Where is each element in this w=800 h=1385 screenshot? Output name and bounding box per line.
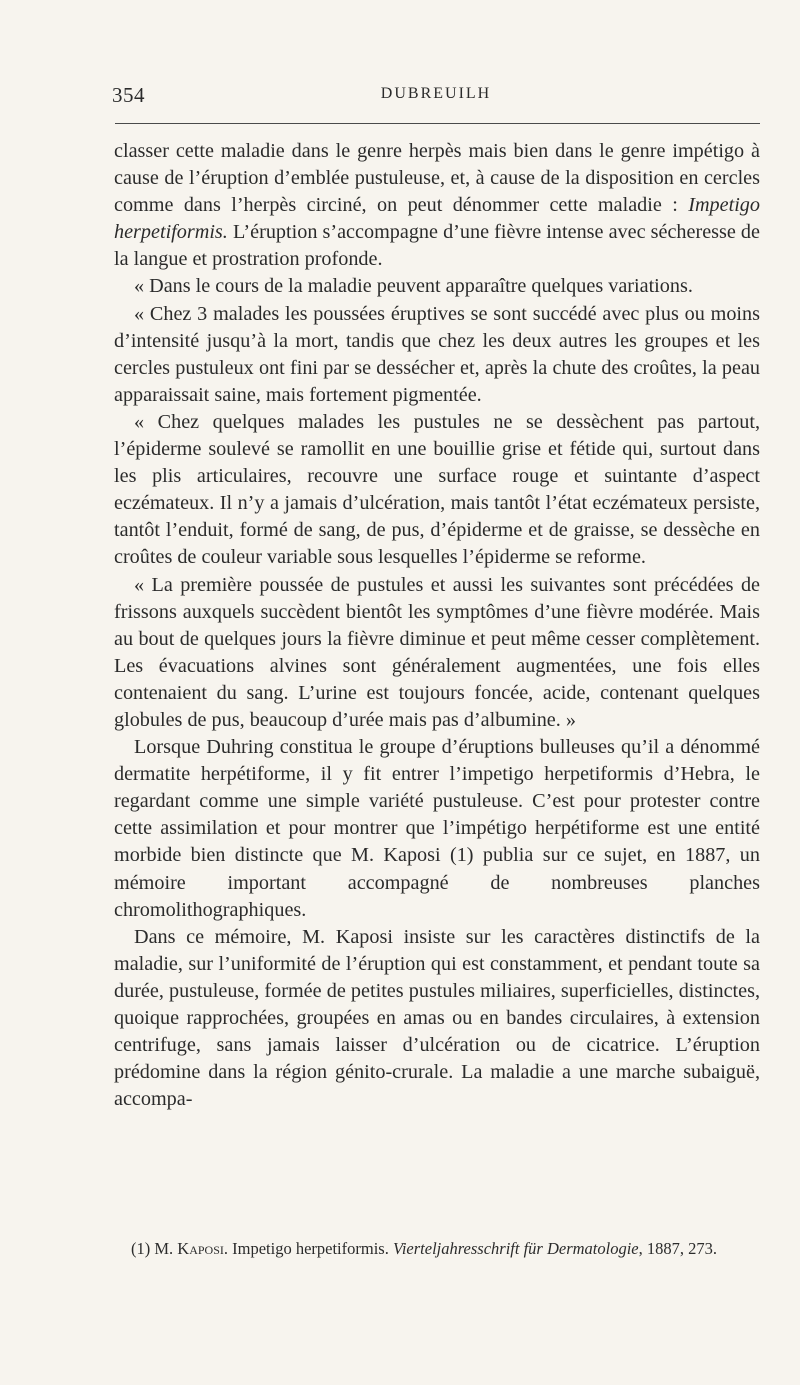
paragraph: « La première poussée de pustules et aussi les suivantes sont précédées de frissons auxquels succèdent bientôt les symptômes d’une fièvre modérée. Mais au bout de quelques jours la fièvre diminue et peut même cesser complètement. Les évacuations alvines sont généralement augmentées, une fois elles contenaient du sang. L’urine est toujours foncée, acide, contenant quelques globules de pus, beaucoup d’urée mais pas d’albumine. »	[114, 573, 760, 731]
footnote-journal: Vierteljahresschrift für Dermatologie	[392, 1239, 639, 1258]
footnote-author: Kaposi	[177, 1239, 224, 1258]
paragraph-text: L’éruption s’accompagne d’une fièvre intense avec sécheresse de la langue et prostration profonde.	[114, 221, 760, 271]
footnote-title: . Impetigo herpetiformis.	[223, 1239, 393, 1258]
paragraph: Lorsque Duhring constitua le groupe d’éruptions bulleuses qu’il a dénommé dermatite herpétiforme, il y fit entrer l’impetigo herpetiformis d’Hebra, le regardant comme une simple variété pustuleuse. C’est pour protester contre cette assimilation et pour montrer que l’impétigo herpétiforme est une entité morbide bien distincte que M. Kaposi (1) publia sur ce sujet, en 1887, un mémoire important accompagné de nombreuses planches chromolithographiques.	[114, 736, 760, 921]
footnote-marker: (1) M.	[131, 1239, 178, 1258]
page-header	[112, 83, 760, 109]
paragraph: Dans ce mémoire, M. Kaposi insiste sur les caractères distinctifs de la maladie, sur l’uniformité de l’éruption qui est constamment, et pendant toute sa durée, pustuleuse, formée de petites pustules miliaires, superficielles, distinctes, quoique rapprochées, groupées en amas ou en bandes circulaires, à extension centrifuge, sans jamais laisser d’ulcération ou de cicatrice. L’éruption prédomine dans la région génito-crurale. La maladie a une marche subaiguë, accompa-	[114, 925, 760, 1111]
header-rule	[115, 123, 760, 124]
paragraph-text: classer cette maladie dans le genre herpès mais bien dans le genre impétigo à cause de l’éruption d’emblée pustuleuse, et, à cause de la disposition en cercles comme dans l’herpès circiné, on peut dénommer cette maladie :	[114, 140, 760, 217]
paragraph: « Chez 3 malades les poussées éruptives se sont succédé avec plus ou moins d’intensité jusqu’à la mort, tandis que chez les deux autres les groupes et les cercles pustuleux ont fini par se dessécher et, après la chute des croûtes, la peau apparaissait saine, mais fortement pigmentée.	[114, 302, 760, 406]
running-head: DUBREUILH	[380, 85, 492, 102]
footnote-text	[114, 1238, 760, 1259]
paragraph: « Chez quelques malades les pustules ne se dessèchent pas partout, l’épiderme soulevé se ramollit en une bouillie grise et fétide qui, surtout dans les plis articulaires, recouvre une surface rouge et suintante d’aspect eczémateux. Il n’y a jamais d’ulcération, mais tantôt l’état eczémateux persiste, tantôt l’enduit, formé de sang, de pus, d’épiderme et de graisse, se dessèche en croûtes de couleur variable sous lesquelles l’épiderme se reforme.	[114, 410, 760, 569]
body-text	[114, 138, 760, 1113]
paragraph: « Dans le cours de la maladie peuvent apparaître quelques variations.	[134, 275, 693, 298]
italic-term: Impetigo herpetiformis.	[114, 194, 760, 244]
footnote	[114, 1238, 760, 1259]
page-number: 354	[112, 83, 145, 107]
paragraph	[114, 138, 760, 273]
footnote-reference: , 1887, 273.	[638, 1239, 717, 1258]
